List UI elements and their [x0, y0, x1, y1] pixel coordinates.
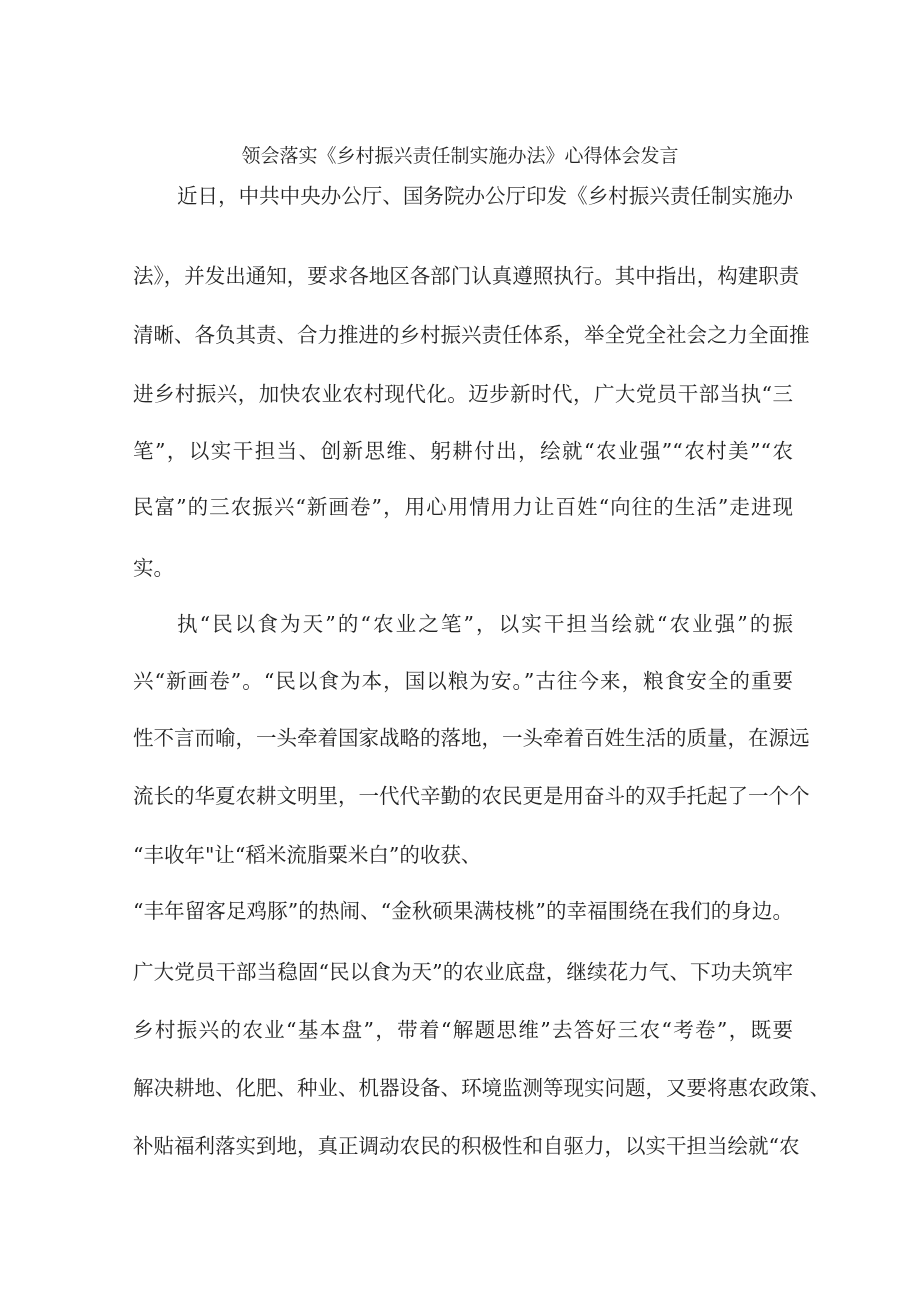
paragraph-2-line-7: 广大党员干部当稳固“民以食为天”的农业底盘，继续花力气、下功夫筑牢 — [133, 960, 793, 984]
paragraph-1-line-7: 实。 — [133, 556, 174, 580]
paragraph-2-line-3: 性不言而喻，一头牵着国家战略的落地，一头牵着百姓生活的质量，在源远 — [133, 726, 810, 750]
paragraph-2-line-4: 流长的华夏农耕文明里，一代代辛勤的农民更是用奋斗的双手托起了一个个 — [133, 784, 810, 808]
paragraph-2-line-10: 补贴福利落实到地，真正调动农民的积极性和自驱力，以实干担当绘就“农 — [133, 1134, 800, 1158]
paragraph-2-line-6: “丰年留客足鸡豚”的热闹、“金秋硕果满枝桃”的幸福围绕在我们的身边。 — [133, 899, 793, 923]
paragraph-1-line-6: 民富”的三农振兴“新画卷”，用心用情用力让百姓“向往的生活”走进现 — [133, 495, 793, 519]
paragraph-2-line-1: 执“民以食为天”的“农业之笔”，以实干担当绘就“农业强”的振 — [177, 612, 793, 636]
paragraph-1-line-2: 法》，并发出通知，要求各地区各部门认真遵照执行。其中指出，构建职责 — [133, 264, 800, 288]
paragraph-2-line-2: 兴“新画卷”。“民以食为本，国以粮为安。”古往今来，粮食安全的重要 — [133, 669, 793, 693]
paragraph-1-line-5: 笔”，以实干担当、创新思维、躬耕付出，绘就“农业强”“农村美”“农 — [133, 439, 793, 463]
paragraph-2-line-5: “丰收年"让“稻米流脂粟米白”的收获、 — [133, 843, 482, 867]
document-title: 领会落实《乡村振兴责任制实施办法》心得体会发言 — [241, 145, 679, 167]
paragraph-1-line-4: 进乡村振兴，加快农业农村现代化。迈步新时代，广大党员干部当执“三 — [133, 382, 793, 406]
paragraph-1-line-3: 清晰、各负其责、合力推进的乡村振兴责任体系，举全党全社会之力全面推 — [133, 323, 810, 347]
paragraph-1-line-1: 近日，中共中央办公厅、国务院办公厅印发《乡村振兴责任制实施办 — [177, 184, 793, 208]
paragraph-2-line-8: 乡村振兴的农业“基本盘”，带着“解题思维”去答好三农“考卷”，既要 — [133, 1018, 793, 1042]
paragraph-2-line-9: 解决耕地、化肥、种业、机器设备、环境监测等现实问题，又要将惠农政策、 — [133, 1076, 830, 1100]
